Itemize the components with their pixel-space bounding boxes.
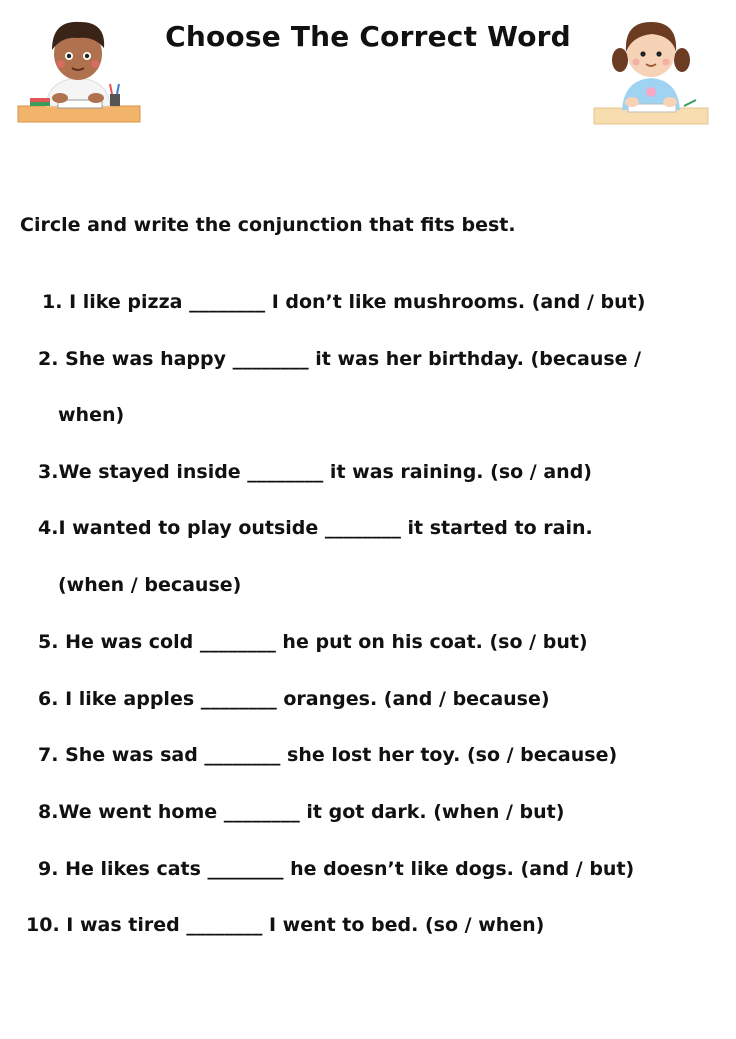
question-text: He was cold ________ he put on his coat. (so / but) — [65, 631, 588, 653]
question-text: She was sad ________ she lost her toy. (so / because) — [65, 744, 618, 766]
question-number: 7. — [38, 744, 59, 766]
boy-writing-illustration — [16, 14, 142, 126]
question-number: 10. — [26, 914, 60, 936]
question-10 — [26, 914, 544, 936]
question-text: I wanted to play outside ________ it started to rain. — [58, 517, 593, 539]
question-number: 3. — [38, 461, 59, 483]
question-number: 5. — [38, 631, 59, 653]
question-text: I like pizza ________ I don’t like mushrooms. (and / but) — [69, 291, 646, 313]
question-text: We went home ________ it got dark. (when / but) — [58, 801, 565, 823]
question-number: 8. — [38, 801, 59, 823]
question-text: I like apples ________ oranges. (and / because) — [65, 688, 550, 710]
instruction-text: Circle and write the conjunction that fits best. — [20, 214, 516, 236]
question-text: We stayed inside ________ it was raining. (so / and) — [58, 461, 592, 483]
question-text: I was tired ________ I went to bed. (so / when) — [66, 914, 545, 936]
question-number: 2. — [38, 348, 59, 370]
question-2-continued: when) — [58, 404, 125, 426]
question-4-continued: (when / because) — [58, 574, 242, 596]
question-7 — [38, 744, 617, 766]
worksheet-title: Choose The Correct Word — [165, 20, 571, 53]
question-3 — [38, 461, 592, 483]
question-9 — [38, 858, 634, 880]
question-8 — [38, 801, 564, 823]
question-number: 4. — [38, 517, 59, 539]
question-4 — [38, 517, 593, 539]
question-number: 1. — [42, 291, 63, 313]
question-6 — [38, 688, 550, 710]
question-text: He likes cats ________ he doesn’t like dogs. (and / but) — [65, 858, 635, 880]
girl-writing-illustration — [592, 12, 710, 128]
question-number: 6. — [38, 688, 59, 710]
question-5 — [38, 631, 588, 653]
question-text: She was happy ________ it was her birthday. (because / — [65, 348, 642, 370]
question-number: 9. — [38, 858, 59, 880]
question-1 — [42, 291, 645, 313]
question-2 — [38, 348, 641, 370]
